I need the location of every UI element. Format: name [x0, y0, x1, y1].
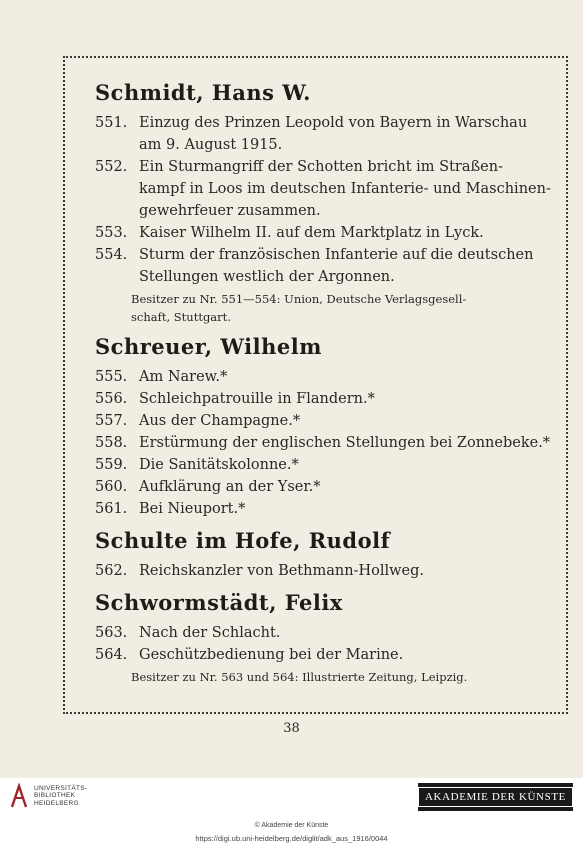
entry-title-line: Sturm der französischen Infanterie auf die deutschen: [139, 247, 534, 263]
entry-title: [139, 366, 552, 388]
permalink-url[interactable]: https://digi.ub.uni-heidelberg.de/diglit/adk_aus_1916/0044: [195, 834, 388, 843]
entry-title: [139, 244, 552, 288]
artist-name: Schmidt, Hans W.: [95, 80, 311, 105]
catalog-entry: [95, 388, 552, 410]
catalog-entry: [95, 222, 552, 244]
entry-title-line: Kaiser Wilhelm II. auf dem Marktplatz in Lyck.: [139, 225, 484, 241]
entry-number: 552.: [95, 159, 128, 175]
entry-number: 554.: [95, 247, 128, 263]
heidelberg-line-3: HEIDELBERG: [34, 799, 79, 807]
catalog-entry: [95, 244, 552, 288]
entry-number: 562.: [95, 563, 128, 579]
entry-number: 560.: [95, 479, 128, 495]
entry-title: [139, 112, 552, 156]
entry-title-line: Aufklärung an der Yser.*: [139, 479, 321, 495]
entry-title-line: Geschützbedienung bei der Marine.: [139, 647, 404, 663]
entry-title-line: am 9. August 1915.: [139, 137, 283, 153]
artist-section: [95, 590, 552, 686]
entry-title-line: Ein Sturmangriff der Schotten bricht im Straßen-: [139, 159, 503, 175]
catalog-entry: [95, 156, 552, 222]
entry-title-line: Stellungen westlich der Argonnen.: [139, 269, 395, 285]
entry-title: [139, 560, 552, 582]
owner-note-line: Besitzer zu Nr. 563 und 564: Illustrierte Zeitung, Leipzig.: [131, 670, 468, 684]
artist-section: [95, 80, 552, 326]
entry-title: [139, 388, 552, 410]
entry-title-line: Aus der Champagne.*: [139, 413, 301, 429]
entry-title: [139, 410, 552, 432]
entry-title-line: Reichskanzler von Bethmann-Hollweg.: [139, 563, 424, 579]
entry-title-line: Am Narew.*: [139, 369, 228, 385]
entry-number: 556.: [95, 391, 128, 407]
owner-note-line: schaft, Stuttgart.: [131, 310, 231, 324]
heidelberg-line-2: BIBLIOTHEK: [34, 792, 76, 800]
owner-note-line: Besitzer zu Nr. 551—554: Union, Deutsche Verlagsgesell-: [131, 292, 467, 306]
entry-number: 557.: [95, 413, 128, 429]
entry-number: 564.: [95, 647, 128, 663]
akademie-logo[interactable]: [418, 783, 573, 811]
catalog-entry: [95, 366, 552, 388]
entry-number: 558.: [95, 435, 128, 451]
catalog-entry: [95, 476, 552, 498]
dotted-frame: [63, 56, 568, 714]
artist-name: Schreuer, Wilhelm: [95, 334, 322, 359]
entry-number: 559.: [95, 457, 128, 473]
heidelberg-logo-icon: [9, 783, 29, 809]
entry-title: [139, 156, 552, 222]
copyright-notice: © Akademie der Künste: [254, 822, 329, 829]
artist-section: [95, 528, 552, 582]
entry-title-line: Erstürmung der englischen Stellungen bei Zonnebeke.*: [139, 435, 551, 451]
entry-title: [139, 454, 552, 476]
entry-title: [139, 622, 552, 644]
catalog-entry: [95, 410, 552, 432]
entry-title-line: Bei Nieuport.*: [139, 501, 246, 517]
entry-title-line: Nach der Schlacht.: [139, 625, 281, 641]
catalog-entry: [95, 644, 552, 666]
artist-section: [95, 334, 552, 520]
entry-number: 561.: [95, 501, 128, 517]
entry-title: [139, 644, 552, 666]
entry-title-line: Die Sanitätskolonne.*: [139, 457, 299, 473]
entry-title: [139, 432, 552, 454]
entry-number: 551.: [95, 115, 128, 131]
owner-note: [131, 290, 552, 326]
entry-title-line: gewehrfeuer zusammen.: [139, 203, 321, 219]
entry-title: [139, 498, 552, 520]
entry-title-line: Einzug des Prinzen Leopold von Bayern in Warschau: [139, 115, 528, 131]
entry-number: 553.: [95, 225, 128, 241]
entry-number: 563.: [95, 625, 128, 641]
entry-title-line: kampf in Loos im deutschen Infanterie- und Maschinen-: [139, 181, 551, 197]
heidelberg-library-logo[interactable]: [9, 783, 87, 809]
entry-number: 555.: [95, 369, 128, 385]
catalog-entry: [95, 454, 552, 476]
heidelberg-line-1: UNIVERSITÄTS-: [34, 784, 88, 792]
catalog-entry: [95, 432, 552, 454]
catalog-content: [95, 80, 552, 694]
catalog-entry: [95, 560, 552, 582]
entry-title-line: Schleichpatrouille in Flandern.*: [139, 391, 375, 407]
artist-name: Schwormstädt, Felix: [95, 590, 343, 615]
catalog-entry: [95, 498, 552, 520]
entry-title: [139, 476, 552, 498]
akademie-logo-text: AKADEMIE DER KÜNSTE: [418, 787, 573, 807]
catalog-entry: [95, 112, 552, 156]
entry-title: [139, 222, 552, 244]
artist-name: Schulte im Hofe, Rudolf: [95, 528, 391, 553]
page-number: 38: [283, 721, 300, 736]
owner-note: [131, 668, 552, 686]
catalog-entry: [95, 622, 552, 644]
